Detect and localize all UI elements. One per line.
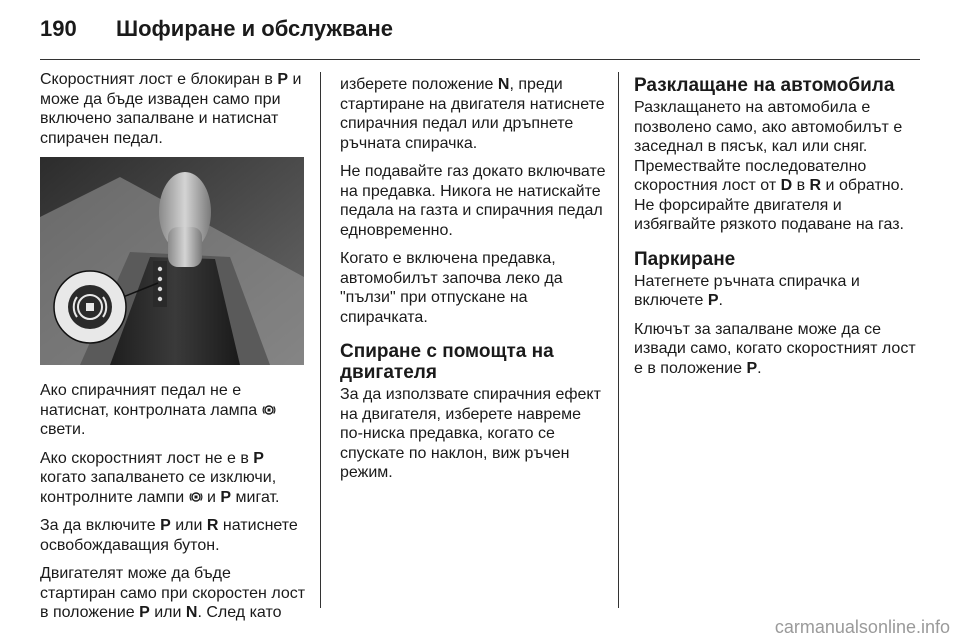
paragraph-no-throttle: Не подавайте газ докато включвате на предавка. Никога не натискайте педала на газта и спирачния педал едновременно. [340, 163, 606, 239]
paragraph-release-button: За да включите P или R натиснете освобождаващия бутон. [40, 517, 298, 554]
heading-engine-braking: Спиране с помощта на двигателя [340, 341, 554, 383]
header-divider [40, 59, 920, 60]
brake-foot-icon [189, 490, 203, 504]
paragraph-select-n: изберете положение N, преди стартиране на двигателя натиснете спирачния педал или дръпнете ръчната спирачка. [340, 76, 605, 152]
column-2 [340, 75, 608, 492]
heading-parking: Паркиране [634, 248, 736, 270]
paragraph-rocking: Разклащането на автомобила е позволено само, ако автомобилът е заседнал в пясък, кал или сняг. Премествайте последователно скоростния лост от D в R и обратно. Не форсирайте двигателя и избягвайте рязкото подаване на газ. [634, 99, 904, 233]
brake-foot-icon [262, 403, 276, 417]
column-divider-1 [320, 72, 321, 608]
gear-shift-photo [40, 157, 304, 365]
paragraph-engine-braking: За да използвате спирачния ефект на двигателя, изберете навреме по-ниска предавка, когато се спускате по наклон, виж ръчен режим. [340, 386, 601, 481]
page-header [40, 10, 920, 48]
paragraph-parking: Натегнете ръчната спирачка и включете P. [634, 272, 860, 309]
column-1 [40, 70, 308, 632]
paragraph-creep: Когато е включена предавка, автомобилът започва леко да "пълзи" при отпускане на спирачката. [340, 250, 563, 326]
page-number: 190 [40, 16, 77, 41]
paragraph-engine-start: Двигателят може да бъде стартиран само при скоростен лост в положение P или N. След като [40, 565, 306, 621]
column-3 [634, 75, 926, 387]
watermark: carmanualsonline.info [774, 617, 950, 637]
column-divider-2 [618, 72, 619, 608]
paragraph-ignition-off: Ако скоростният лост не е в P когато запалването се изключи, контролните лампи и P мигат. [40, 449, 280, 506]
paragraph-lock: Скоростният лост е блокиран в P и може да бъде изваден само при включено запалване и натиснат спирачен педал. [40, 71, 302, 147]
page-title: Шофиране и обслужване [116, 16, 394, 41]
heading-rocking: Разклащане на автомобила [634, 75, 895, 96]
paragraph-lamp: Ако спирачният педал не е натиснат, контролната лампа свети. [40, 381, 308, 440]
paragraph-ignition-key: Ключът за запалване може да се извади само, когато скоростният лост е в положение P. [634, 320, 916, 377]
